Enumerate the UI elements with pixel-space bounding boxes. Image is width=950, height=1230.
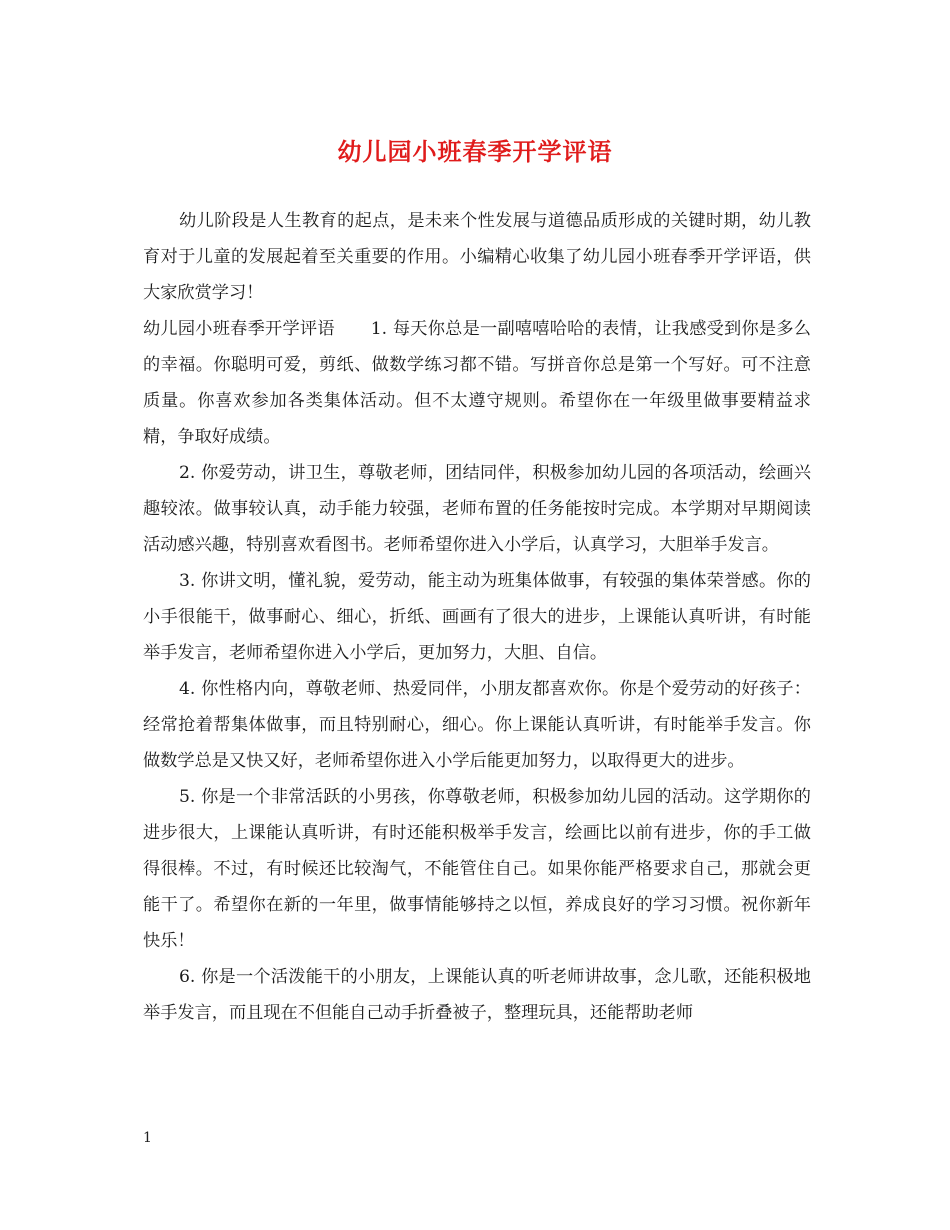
item-paragraph-5: 5. 你是一个非常活跃的小男孩，你尊敬老师，积极参加幼儿园的活动。这学期你的进步很大，上课能认真听讲，有时还能积极举手发言，绘画比以前有进步，你的手工做得很棒。不过，有时候还比较淘气，不能管住自己。如果你能严格要求自己，那就会更能干了。希望你在新的一年里，做事情能够持之以恒，养成良好的学习习惯。祝你新年快乐！ xyxy=(143,787,811,951)
item-paragraph-1 xyxy=(143,311,811,455)
document-title: 幼儿园小班春季开学评语 xyxy=(337,137,613,166)
document-body xyxy=(143,203,811,1031)
item-paragraph-2: 2. 你爱劳动，讲卫生，尊敬老师，团结同伴，积极参加幼儿园的各项活动，绘画兴趣较浓。做事较认真，动手能力较强，老师布置的任务能按时完成。本学期对早期阅读活动感兴趣，特别喜欢看图书。老师希望你进入小学后，认真学习，大胆举手发言。 xyxy=(143,463,811,555)
item-paragraph-6: 6. 你是一个活泼能干的小朋友，上课能认真的听老师讲故事，念儿歌，还能积极地举手发言，而且现在不但能自己动手折叠被子，整理玩具，还能帮助老师 xyxy=(143,967,811,1023)
intro-paragraph: 幼儿阶段是人生教育的起点，是未来个性发展与道德品质形成的关键时期，幼儿教育对于儿童的发展起着至关重要的作用。小编精心收集了幼儿园小班春季开学评语，供大家欣赏学习！ xyxy=(143,211,811,303)
item-paragraph-4: 4. 你性格内向，尊敬老师、热爱同伴，小朋友都喜欢你。你是个爱劳动的好孩子：经常抢着帮集体做事，而且特别耐心，细心。你上课能认真听讲，有时能举手发言。你做数学总是又快又好，老师希望你进入小学后能更加努力，以取得更大的进步。 xyxy=(143,679,811,771)
section-heading: 幼儿园小班春季开学评语 xyxy=(143,319,335,339)
item-paragraph-3: 3. 你讲文明，懂礼貌，爱劳动，能主动为班集体做事，有较强的集体荣誉感。你的小手很能干，做事耐心、细心，折纸、画画有了很大的进步，上课能认真听讲，有时能举手发言，老师希望你进入小学后，更加努力，大胆、自信。 xyxy=(143,571,811,663)
item-text-1: 1. 每天你总是一副嘻嘻哈哈的表情，让我感受到你是多么的幸福。你聪明可爱，剪纸、做数学练习都不错。写拼音你总是第一个写好。可不注意质量。你喜欢参加各类集体活动。但不太遵守规则。希望你在一年级里做事要精益求精，争取好成绩。 xyxy=(143,319,811,447)
page-number: 1 xyxy=(143,1130,152,1146)
